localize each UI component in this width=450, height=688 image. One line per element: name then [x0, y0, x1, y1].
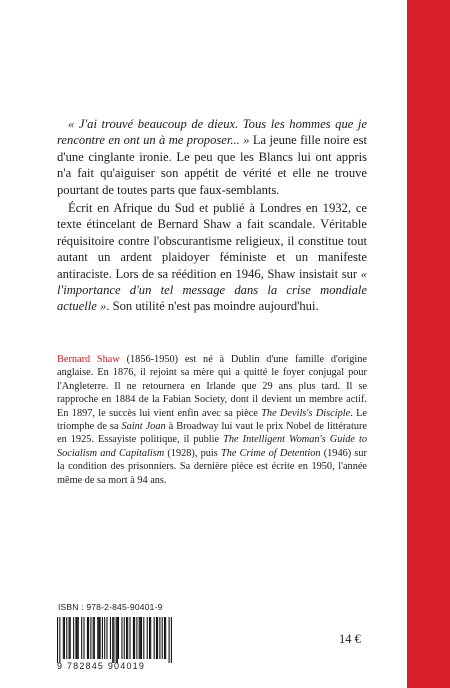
- barcode-bar: [112, 617, 113, 663]
- barcode-bar: [64, 617, 65, 659]
- barcode-bar: [150, 617, 151, 659]
- barcode-bar: [83, 617, 84, 659]
- barcode-bar: [77, 617, 78, 659]
- opening-quote: « J'ai trouvé beaucoup de dieux. Tous les hommes que je rencontre en ont un à me proposer... »: [57, 117, 367, 148]
- barcode-bar: [171, 617, 172, 663]
- bio-text: (1928), puis: [164, 447, 222, 459]
- work-title: The Crime of Detention: [221, 447, 321, 459]
- barcode-bar: [78, 617, 79, 659]
- barcode-bar: [59, 617, 60, 663]
- barcode-bar: [118, 617, 119, 659]
- barcode-bar: [93, 617, 94, 659]
- price: 14 €: [339, 632, 361, 646]
- barcode-bar: [113, 617, 114, 663]
- barcode: [57, 617, 172, 663]
- barcode-bar: [66, 617, 67, 659]
- shaw-quote: « l'importance d'un tel message dans la crise mondiale actuelle »: [57, 266, 367, 314]
- summary-text: Écrit en Afrique du Sud et publié à Londres en 1932, ce texte étincelant de Bernard Shaw a fait scandale. Véritable réquisitoire contre l'obscurantisme religieux, il constitue tout autant un ardent plaidoyer féministe et un manifeste antiraciste. Lors de sa réédition en 1946, Shaw insistait sur: [57, 201, 367, 281]
- work-title: The Devils's Disciple: [261, 407, 351, 419]
- barcode-bar: [87, 617, 88, 659]
- barcode-bar: [104, 617, 105, 659]
- barcode-bar: [102, 617, 103, 659]
- barcode-bar: [63, 617, 64, 659]
- barcode-bar: [106, 617, 107, 659]
- barcode-bar: [141, 617, 142, 659]
- barcode-bar: [75, 617, 76, 659]
- bio-text: . Le triomphe de sa: [57, 407, 367, 433]
- barcode-bar: [143, 617, 144, 659]
- work-title: Saint Joan: [121, 421, 166, 433]
- barcode-bar: [110, 617, 111, 659]
- barcode-bar: [159, 617, 160, 659]
- barcode-bar: [139, 617, 140, 659]
- barcode-bar: [127, 617, 128, 659]
- barcode-bar: [124, 617, 125, 659]
- blurb-summary-paragraph: [57, 200, 367, 315]
- barcode-bar: [129, 617, 130, 659]
- barcode-bar: [162, 617, 163, 659]
- bio-text: à Broadway lui vaut le prix Nobel de littérature en 1925. Essayiste politique, il publie: [57, 421, 367, 446]
- red-spine-band: [407, 0, 450, 688]
- barcode-bar: [154, 617, 155, 659]
- barcode-bar: [73, 617, 74, 659]
- barcode-bar: [149, 617, 150, 659]
- barcode-bar: [136, 617, 137, 659]
- barcode-bar: [116, 617, 117, 663]
- blurb-quote-paragraph: [57, 116, 367, 198]
- summary-ending: . Son utilité n'est pas moindre aujourd'hui.: [106, 299, 319, 314]
- work-title: The Intelligent Woman's Guide to Socialism and Capitalism: [57, 434, 367, 459]
- barcode-bar: [69, 617, 70, 659]
- barcode-bar: [100, 617, 101, 659]
- barcode-bar: [156, 617, 157, 659]
- barcode-bar: [169, 617, 170, 663]
- barcode-bar: [121, 617, 122, 659]
- author-name: Bernard Shaw: [57, 354, 120, 365]
- barcode-bar: [90, 617, 91, 659]
- barcode-bar: [164, 617, 165, 659]
- barcode-bar: [126, 617, 127, 659]
- barcode-bar: [88, 617, 89, 659]
- barcode-bar: [117, 617, 118, 663]
- barcode-bar: [157, 617, 158, 659]
- bio-text: (1946) sur la condition des prisonniers. Sa dernière pièce est écrite en 1950, l'année même de sa mort à 94 ans.: [57, 447, 367, 486]
- barcode-bar: [133, 617, 134, 659]
- barcode-bar: [140, 617, 141, 659]
- barcode-bar: [57, 617, 58, 663]
- barcode-bar: [81, 617, 82, 659]
- barcode-bar: [134, 617, 135, 659]
- barcode-bar: [97, 617, 98, 659]
- barcode-bar: [147, 617, 148, 659]
- bio-text: (1856-1950) est né à Dublin d'une famille d'origine anglaise. En 1876, il rejoint sa mère qui a quitté le foyer conjugal pour l'Angleterre. Il ne retournera en Irlande que 29 ans plus tard. Il se rapproche en 1884 de la Fabian Society, dont il devient un membre actif. En 1897, le succès lui vient enfin avec sa pièce: [57, 354, 367, 419]
- quote-continuation: La jeune fille noire est d'une cinglante ironie. Le peu que les Blancs lui ont appris n'a fait qu'aiguiser son appétit de vérité et elle ne trouve pourtant de toutes parts que faux-semblants.: [57, 133, 367, 197]
- barcode-bar: [70, 617, 71, 659]
- barcode-bar: [165, 617, 166, 659]
- barcode-number: 9 782845 904019: [57, 661, 146, 671]
- author-biography: [57, 353, 367, 487]
- barcode-bar: [98, 617, 99, 659]
- isbn-label: ISBN : 978-2-845-90401-9: [58, 602, 163, 612]
- barcode-bar: [94, 617, 95, 659]
